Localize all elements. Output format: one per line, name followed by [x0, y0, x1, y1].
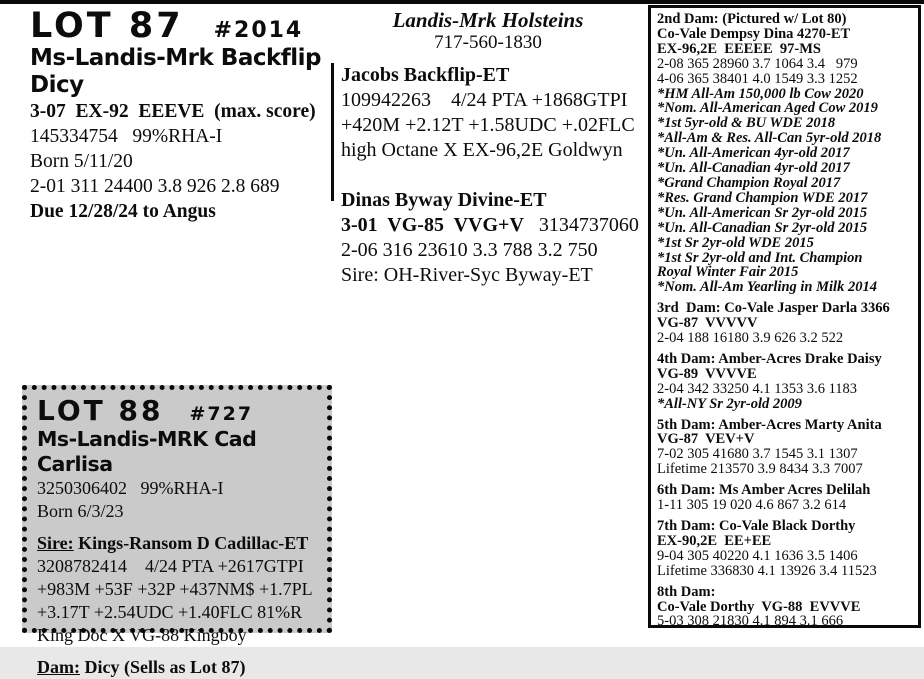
pedigree-line: *1st Sr 2yr-old WDE 2015: [657, 234, 814, 251]
pedigree-line: *Grand Champion Royal 2017: [657, 174, 841, 191]
pedigree-line: VG-87 VVVVV: [657, 315, 758, 332]
lot88-sire-line: [37, 532, 317, 555]
lot87-heading: [30, 8, 332, 44]
dam-production-line: 2-06 316 23610 3.3 788 3.2 750: [341, 239, 598, 261]
lot88-number: LOT 88: [37, 394, 164, 427]
page-top-rule: [0, 0, 924, 4]
lot87-animal-name: Ms-Landis-Mrk Backflip Dicy: [30, 45, 329, 98]
lot87-number: LOT 87: [30, 6, 184, 46]
lot87-block: [30, 8, 332, 224]
pedigree-line: EX-96,2E EEEEE 97-MS: [657, 40, 821, 57]
sire-traits-line: +420M +2.12T +1.58UDC +.02FLC: [341, 114, 635, 136]
pedigree-line: *All-Am & Res. All-Can 5yr-old 2018: [657, 130, 882, 147]
pedigree-line: Co-Vale Dempsy Dina 4270-ET: [657, 25, 851, 42]
pedigree-line: Royal Winter Fair 2015: [657, 264, 799, 281]
dam-score-bold: 3-01 VG-85 VVG+V: [341, 214, 524, 236]
dam-score-line: [341, 213, 641, 238]
pedigree-line: 3rd Dam: Co-Vale Jasper Darla 3366: [657, 300, 890, 317]
pedigree-line: 2nd Dam: (Pictured w/ Lot 80): [657, 11, 847, 27]
lot87-tag: #2014: [213, 18, 304, 43]
lot87-born-line: Born 5/11/20: [30, 151, 133, 172]
sire-block: [331, 63, 647, 201]
lot88-sire-traits-line1: +983M +53F +32P +437NM$ +1.7PL: [37, 579, 313, 599]
dam-name: Dinas Byway Divine-ET: [341, 189, 547, 211]
lot88-animal-name: Ms-Landis-MRK Cad Carlisa: [37, 427, 263, 476]
pedigree-line: 4th Dam: Amber-Acres Drake Daisy: [657, 350, 882, 367]
pedigree-line: 5-03 308 21830 4.1 894 3.1 666: [657, 613, 844, 630]
seller-farm-name: Landis-Mrk Holsteins: [392, 8, 584, 32]
pedigree-line: *1st 5yr-old & BU WDE 2018: [657, 115, 836, 132]
pedigree-line: Lifetime 213570 3.9 8434 3.3 7007: [657, 461, 863, 478]
pedigree-line: *HM All-Am 150,000 lb Cow 2020: [657, 85, 864, 102]
lot88-dam-line: [37, 656, 317, 679]
pedigree-line: *Un. All-American 4yr-old 2017: [657, 145, 850, 162]
pedigree-line: *Nom. All-Am Yearling in Milk 2014: [657, 279, 877, 296]
lot87-score-line: 3-07 EX-92 EEEVE (max. score): [30, 101, 316, 122]
pedigree-line: Lifetime 336830 4.1 13926 3.4 11523: [657, 562, 877, 579]
pedigree-line: *1st Sr 2yr-old and Int. Champion: [657, 249, 863, 266]
pedigree-line: 5th Dam: Amber-Acres Marty Anita: [657, 416, 882, 433]
seller-header: [330, 8, 646, 54]
lot88-born-line: Born 6/3/23: [37, 501, 124, 521]
lot88-sire-traits-line2: +3.17T +2.54UDC +1.40FLC 81%R: [37, 602, 303, 622]
seller-phone: 717-560-1830: [434, 32, 542, 53]
lot88-dam-label: Dam:: [37, 657, 80, 677]
pedigree-line: 2-04 342 33250 4.1 1353 3.6 1183: [657, 380, 858, 397]
sire-name: Jacobs Backflip-ET: [341, 64, 510, 86]
dam-registration: 3134737060: [523, 214, 639, 236]
pedigree-line: 7-02 305 41680 3.7 1545 3.1 1307: [657, 446, 858, 463]
pedigree-line: 4-06 365 38401 4.0 1549 3.3 1252: [657, 70, 858, 87]
sire-pta-line: 109942263 4/24 PTA +1868GTPI: [341, 89, 628, 111]
lot87-production-line: 2-01 311 24400 3.8 926 2.8 689: [30, 176, 280, 197]
pedigree-line: *Un. All-Canadian 4yr-old 2017: [657, 160, 850, 177]
pedigree-line: 6th Dam: Ms Amber Acres Delilah: [657, 482, 871, 499]
pedigree-line: EX-90,2E EE+EE: [657, 532, 772, 549]
sire-cross-line: high Octane X EX-96,2E Goldwyn: [341, 139, 623, 161]
pedigree-line: 2-08 365 28960 3.7 1064 3.4 979: [657, 55, 858, 72]
pedigree-panel: [648, 5, 921, 628]
lot88-box: [22, 385, 332, 677]
pedigree-line: *Res. Grand Champion WDE 2017: [657, 189, 868, 206]
lot88-sire-label: Sire:: [37, 533, 74, 553]
lot87-due-line: Due 12/28/24 to Angus: [30, 201, 216, 222]
pedigree-line: 2-04 188 16180 3.9 626 3.2 522: [657, 330, 844, 347]
lot88-dam-text: Dicy (Sells as Lot 87): [80, 657, 246, 677]
lot88-sire-pta-line: 3208782414 4/24 PTA +2617GTPI: [37, 556, 304, 576]
pedigree-line: *All-NY Sr 2yr-old 2009: [657, 395, 802, 412]
lot88-heading: [37, 395, 317, 427]
pedigree-line: Co-Vale Dorthy VG-88 EVVVE: [657, 598, 861, 615]
pedigree-line: *Un. All-American Sr 2yr-old 2015: [657, 204, 868, 221]
lot88-sire-cross-line: King Doc X VG-88 Kingboy: [37, 625, 247, 645]
pedigree-line: 9-04 305 40220 4.1 1636 3.5 1406: [657, 547, 858, 564]
lot88-registration-line: 3250306402 99%RHA-I: [37, 478, 224, 498]
pedigree-line: *Un. All-Canadian Sr 2yr-old 2015: [657, 219, 868, 236]
lot88-tag: #727: [189, 403, 254, 425]
pedigree-line: *Nom. All-American Aged Cow 2019: [657, 100, 878, 117]
pedigree-line: 1-11 305 19 020 4.6 867 3.2 614: [657, 497, 847, 514]
lot87-registration-line: 145334754 99%RHA-I: [30, 126, 223, 147]
lot88-sire-name: Kings-Ransom D Cadillac-ET: [73, 533, 309, 553]
pedigree-line: 8th Dam:: [657, 583, 716, 600]
dam-sire-line: Sire: OH-River-Syc Byway-ET: [341, 264, 593, 286]
dam-block: [341, 188, 641, 288]
pedigree-line: VG-89 VVVVE: [657, 365, 757, 382]
pedigree-line: 7th Dam: Co-Vale Black Dorthy: [657, 518, 856, 534]
pedigree-line: VG-87 VEV+V: [657, 431, 755, 448]
